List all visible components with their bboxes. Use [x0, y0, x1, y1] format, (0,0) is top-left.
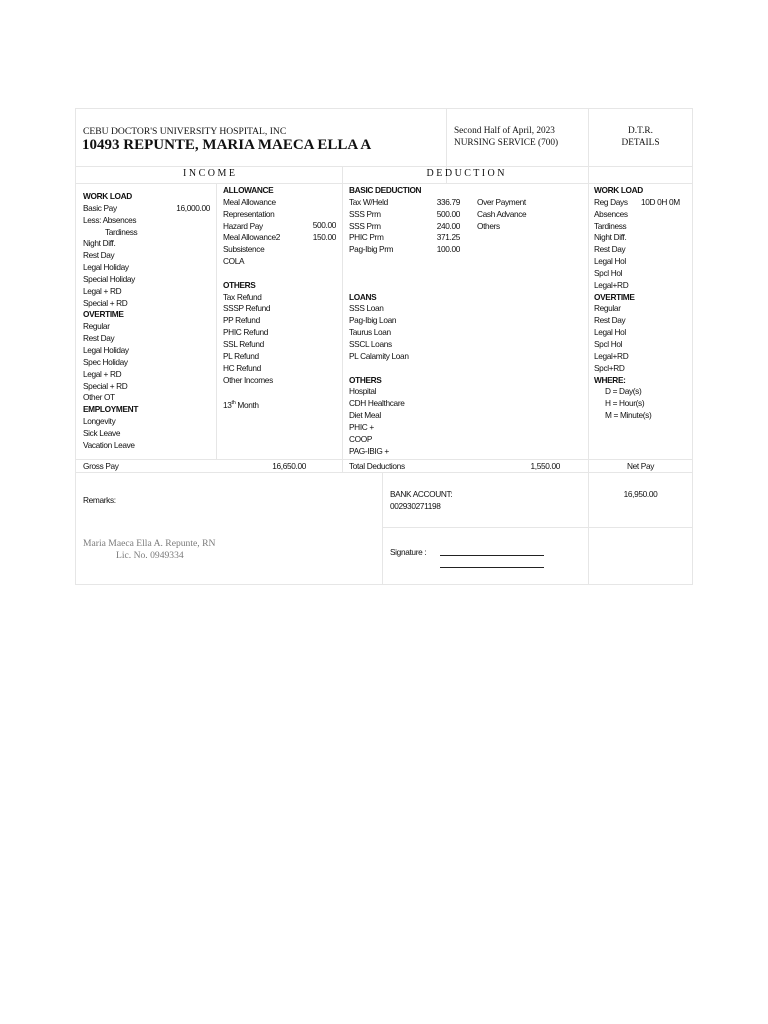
- deduction-value: 500.00: [436, 208, 460, 219]
- net-pay-value: 16,950.00: [623, 489, 658, 499]
- list-item: Spcl Hol: [594, 338, 623, 349]
- list-item: COLA: [223, 256, 245, 267]
- list-item: Legal Holiday: [83, 262, 129, 273]
- list-item: PHIC +: [349, 421, 374, 432]
- list-item: PP Refund: [223, 315, 260, 326]
- signature-line: [440, 555, 544, 556]
- deduction-heading: D E D U C T I O N: [426, 168, 505, 179]
- list-item: Legal Hol: [594, 256, 626, 267]
- reg-days-value: 10D 0H 0M: [641, 196, 680, 207]
- list-item: Over Payment: [477, 196, 526, 207]
- deduction-others-heading: OTHERS: [349, 374, 382, 385]
- list-item: Tardiness: [594, 220, 627, 231]
- list-item: Other Incomes: [223, 374, 273, 385]
- tardiness-label: Tardiness: [105, 226, 138, 237]
- list-item: Meal Allowance2: [223, 232, 281, 243]
- where-heading: WHERE:: [594, 374, 626, 385]
- list-item: Subsistence: [223, 244, 265, 255]
- list-item: PHIC Prm: [349, 232, 384, 243]
- basic-pay-label: Basic Pay: [83, 202, 117, 213]
- legend-item: D = Day(s): [605, 386, 642, 397]
- list-item: Special Holiday: [83, 273, 135, 284]
- list-item: PAG-IBIG +: [349, 445, 389, 456]
- total-deductions-label: Total Deductions: [349, 461, 405, 471]
- allowance-heading: ALLOWANCE: [223, 185, 274, 195]
- list-item: Diet Meal: [349, 410, 381, 421]
- dtr-subtitle: DETAILS: [621, 138, 660, 148]
- deduction-list-2: [477, 196, 526, 232]
- deduction-value: 336.79: [436, 196, 460, 207]
- dtr-work-load-heading: WORK LOAD: [594, 185, 643, 195]
- list-item: Others: [477, 220, 500, 231]
- employment-heading: EMPLOYMENT: [83, 404, 139, 415]
- deduction-values: [410, 196, 460, 255]
- total-deductions-value: 1,550.00: [530, 461, 560, 471]
- list-item: SSSP Refund: [223, 303, 271, 314]
- divider: [588, 109, 589, 584]
- others-heading: OTHERS: [223, 279, 256, 290]
- list-item: Night Diff.: [594, 232, 627, 243]
- divider: [382, 527, 692, 528]
- bank-account-label: BANK ACCOUNT:: [390, 489, 453, 499]
- list-item: Legal Holiday: [83, 344, 129, 355]
- list-item: Pag-Ibig Prm: [349, 244, 394, 255]
- list-item: Longevity: [83, 416, 116, 427]
- list-item: SSCL Loans: [349, 338, 392, 349]
- less-absences-label: Less: Absences: [83, 214, 137, 225]
- list-item: Pag-Ibig Loan: [349, 315, 397, 326]
- list-item: PL Refund: [223, 350, 259, 361]
- list-item: COOP: [349, 433, 373, 444]
- divider: [382, 472, 383, 584]
- gross-pay-label: Gross Pay: [83, 461, 119, 471]
- bank-account-number: 002930271198: [390, 501, 441, 511]
- deduction-value: 371.25: [436, 232, 460, 243]
- list-item: SSS Loan: [349, 303, 384, 314]
- list-item: HC Refund: [223, 362, 261, 373]
- list-item: Spcl Hol: [594, 267, 623, 278]
- list-item: Tax Refund: [223, 291, 262, 302]
- license-number: Lic. No. 0949334: [116, 550, 184, 561]
- list-item: Legal+RD: [594, 350, 629, 361]
- list-item: Rest Day: [83, 250, 115, 261]
- list-item: SSS Prm: [349, 220, 381, 231]
- divider: [342, 166, 343, 472]
- list-item: Regular: [83, 321, 110, 332]
- list-item: PHIC Refund: [223, 327, 269, 338]
- list-item: Night Diff.: [83, 238, 116, 249]
- list-item: Representation: [223, 208, 275, 219]
- list-item: Absences: [594, 208, 628, 219]
- loans-heading: LOANS: [349, 291, 377, 302]
- remarks-label: Remarks:: [83, 495, 116, 505]
- list-item: Rest Day: [83, 333, 115, 344]
- list-item: Taurus Loan: [349, 327, 391, 338]
- dtr-list: [594, 184, 651, 421]
- employee-name: 10493 REPUNTE, MARIA MAECA ELLA A: [82, 137, 372, 153]
- meal-allowance2-value: 150.00: [312, 232, 336, 242]
- overtime-heading: OVERTIME: [83, 309, 124, 320]
- hazard-pay-value: 500.00: [312, 220, 336, 230]
- list-item: Meal Allowance: [223, 196, 276, 207]
- list-item: PL Calamity Loan: [349, 350, 409, 361]
- deduction-value: 240.00: [436, 220, 460, 231]
- deduction-value: 100.00: [436, 244, 460, 255]
- list-item: SSS Prm: [349, 208, 381, 219]
- net-pay-label: Net Pay: [626, 461, 655, 471]
- pay-period: Second Half of April, 2023: [454, 126, 555, 136]
- divider: [76, 166, 692, 167]
- list-item: SSL Refund: [223, 338, 264, 349]
- list-item: Legal Hol: [594, 327, 626, 338]
- list-item: Rest Day: [594, 244, 626, 255]
- divider: [216, 183, 217, 459]
- list-item: Regular: [594, 303, 621, 314]
- list-item: Hazard Pay: [223, 220, 263, 231]
- list-item: Vacation Leave: [83, 439, 135, 450]
- income-heading: I N C O M E: [183, 168, 235, 179]
- list-item: Rest Day: [594, 315, 626, 326]
- basic-deduction-heading: BASIC DEDUCTION: [349, 185, 422, 195]
- allowance-list: [223, 184, 280, 409]
- list-item: Legal+RD: [594, 279, 629, 290]
- employee-signature-name: Maria Maeca Ella A. Repunte, RN: [83, 538, 216, 549]
- list-item: Legal + RD: [83, 368, 122, 379]
- list-item: Legal + RD: [83, 285, 122, 296]
- list-item: Cash Advance: [477, 208, 527, 219]
- gross-pay-value: 16,650.00: [272, 461, 306, 471]
- reg-days-label: Reg Days: [594, 196, 628, 207]
- list-item: Special + RD: [83, 297, 128, 308]
- list-item: Special + RD: [83, 380, 128, 391]
- dtr-title: D.T.R.: [628, 126, 653, 136]
- legend-item: H = Hour(s): [605, 398, 645, 409]
- thirteenth-month-label: 13th Month: [223, 399, 259, 410]
- work-load-heading: WORK LOAD: [83, 191, 132, 201]
- list-item: Hospital: [349, 386, 377, 397]
- income-list: [83, 190, 138, 451]
- list-item: Sick Leave: [83, 427, 121, 438]
- department: NURSING SERVICE (700): [454, 138, 559, 148]
- legend-item: M = Minute(s): [605, 410, 652, 421]
- signature-line: [440, 567, 544, 568]
- dtr-overtime-heading: OVERTIME: [594, 291, 635, 302]
- list-item: CDH Healthcare: [349, 398, 405, 409]
- company-name: CEBU DOCTOR'S UNIVERSITY HOSPITAL, INC: [83, 126, 287, 137]
- basic-pay-value: 16,000.00: [176, 203, 210, 213]
- list-item: Other OT: [83, 392, 115, 403]
- divider: [76, 472, 692, 473]
- list-item: Tax W/Held: [349, 196, 388, 207]
- signature-label: Signature :: [390, 547, 427, 557]
- payslip: [75, 108, 693, 585]
- list-item: Spcl+RD: [594, 362, 625, 373]
- list-item: Spec Holiday: [83, 356, 128, 367]
